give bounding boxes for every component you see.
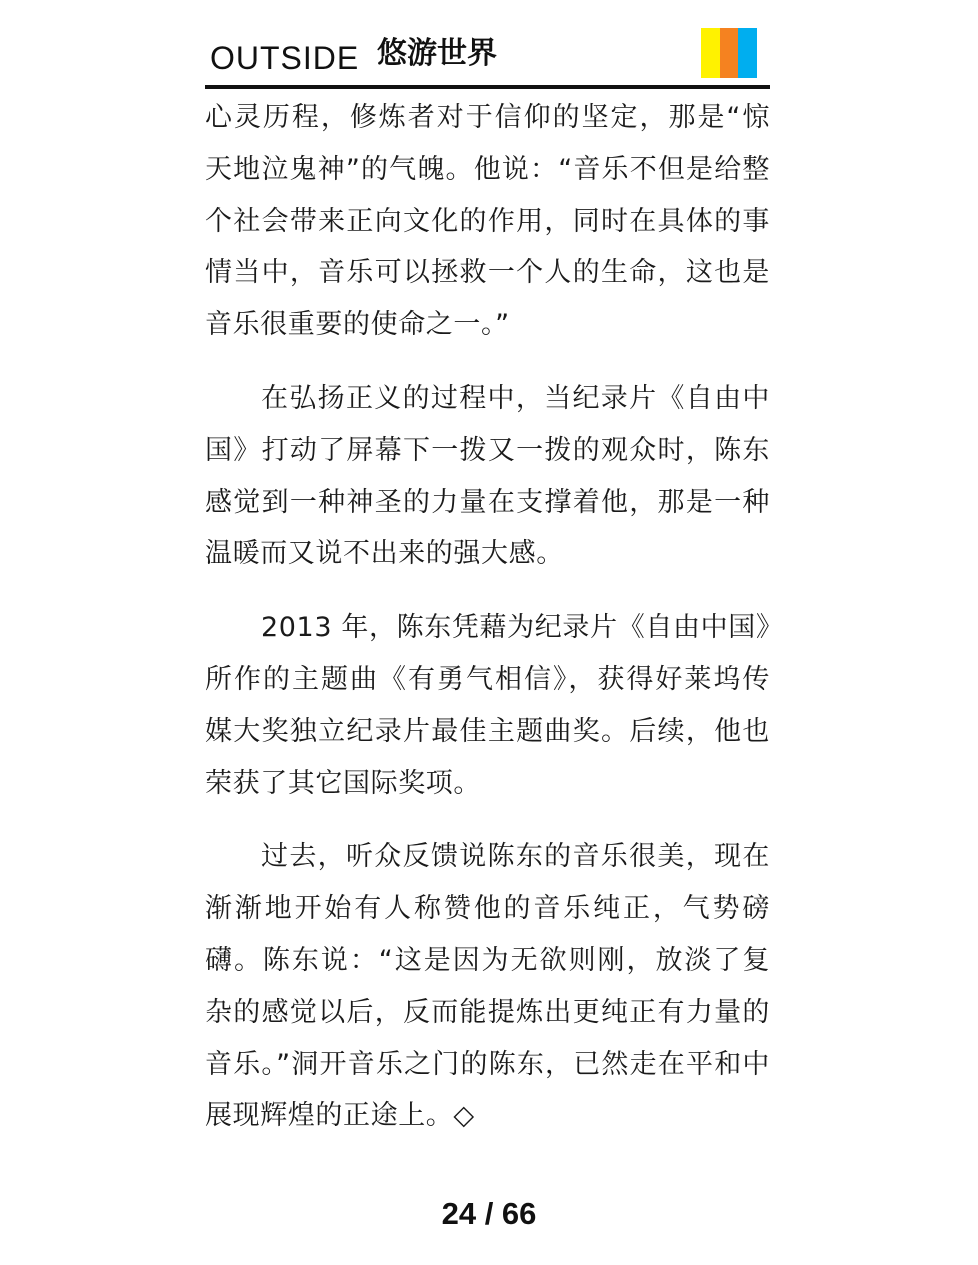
blue-bar [738, 28, 757, 78]
paragraph-2: 在弘扬正义的过程中，当纪录片《自由中国》打动了屏幕下一拨又一拨的观众时，陈东感觉到一种神圣的力量在支撑着他，那是一种温暖而又说不出来的强大感。 [205, 382, 770, 570]
paragraph-1: 心灵历程，修炼者对于信仰的坚定，那是“惊天地泣鬼神”的气魄。他说：“音乐不但是给整个社会带来正向文化的作用，同时在具体的事情当中，音乐可以拯救一个人的生命，这也是音乐很重要的使命之一。” [205, 102, 770, 341]
yellow-bar [701, 28, 720, 78]
paragraph-4: 过去，听众反馈说陈东的音乐很美，现在渐渐地开始有人称赞他的音乐纯正，气势磅礴。陈东说：“这是因为无欲则刚，放淡了复杂的感觉以后，反而能提炼出更纯正有力量的音乐。”洞开音乐之门的陈东，已然走在平和中展现辉煌的正途上。◇ [205, 841, 770, 1132]
magazine-name: OUTSIDE [210, 40, 360, 76]
page-number: 24 / 66 [441, 1196, 537, 1231]
magazine-name-chinese: 悠游世界 [377, 36, 497, 71]
color-bars-logo [701, 28, 757, 78]
paragraph-3: 2013 年，陈东凭藉为纪录片《自由中国》所作的主题曲《有勇气相信》，获得好莱坞传媒大奖独立纪录片最佳主题曲奖。后续，他也荣获了其它国际奖项。 [205, 612, 770, 799]
page-header [205, 28, 770, 90]
orange-bar [720, 28, 739, 78]
article-body [205, 92, 770, 1164]
header-divider [205, 85, 770, 89]
